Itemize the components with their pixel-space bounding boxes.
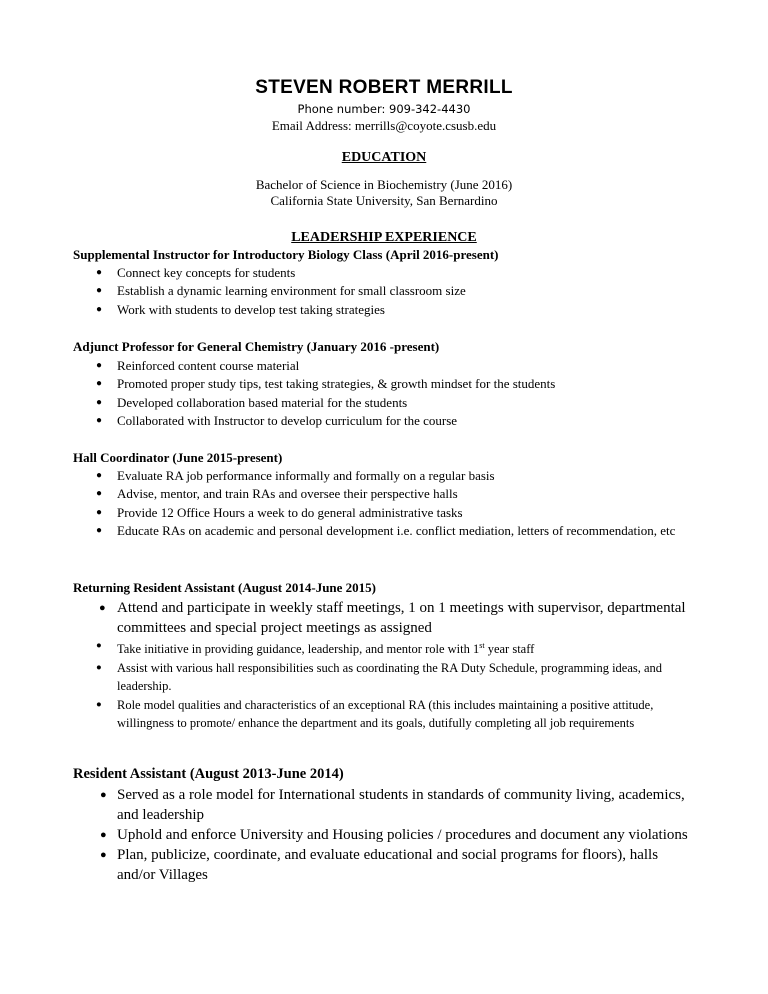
list-item: ● Reinforced content course material bbox=[0, 357, 697, 375]
job-bullets-adjunct-professor bbox=[0, 357, 697, 431]
job-bullets-returning-ra bbox=[0, 637, 697, 733]
list-item: ● Advise, mentor, and train RAs and oversee their perspective halls bbox=[0, 485, 697, 503]
list-item: ● Promoted proper study tips, test taking strategies, & growth mindset for the students bbox=[0, 375, 697, 393]
job-title-adjunct-professor: Adjunct Professor for General Chemistry (January 2016 -present) bbox=[73, 339, 440, 354]
phone-number: Phone number: 909-342-4430 bbox=[297, 102, 471, 116]
list-item: ● Establish a dynamic learning environment for small classroom size bbox=[0, 282, 697, 300]
job-bullets-hall-coordinator bbox=[0, 467, 697, 541]
education-degree: Bachelor of Science in Biochemistry (June 2016) bbox=[255, 177, 513, 192]
list-item: ● Uphold and enforce University and Housing policies / procedures and document any violations bbox=[0, 825, 697, 845]
list-item: ● Take initiative in providing guidance, leadership, and mentor role with 1st year staff bbox=[0, 637, 697, 659]
list-item: ● Role model qualities and characteristics of an exceptional RA (this includes maintaining a positive attitude, willingness to promote/ enhance the department and its goals, dutifully completing all job requirements bbox=[0, 696, 697, 733]
list-item: ● Provide 12 Office Hours a week to do general administrative tasks bbox=[0, 504, 697, 522]
list-item: ● Educate RAs on academic and personal development i.e. conflict mediation, letters of recommendation, etc bbox=[0, 522, 697, 540]
list-item: ● Assist with various hall responsibilities such as coordinating the RA Duty Schedule, programming ideas, and leadership. bbox=[0, 659, 697, 696]
job-title-hall-coordinator: Hall Coordinator (June 2015-present) bbox=[73, 450, 283, 465]
list-item: ● Work with students to develop test taking strategies bbox=[0, 301, 697, 319]
list-item: ● Served as a role model for International students in standards of community living, academics, and leadership bbox=[0, 785, 697, 825]
resume-name: STEVEN ROBERT MERRILL bbox=[255, 77, 513, 98]
job-title-resident-assistant: Resident Assistant (August 2013-June 2014) bbox=[73, 766, 344, 782]
education-heading: EDUCATION bbox=[341, 150, 427, 165]
list-item: ● Plan, publicize, coordinate, and evaluate educational and social programs for floors), halls and/or Villages bbox=[0, 845, 697, 885]
list-item: ● Evaluate RA job performance informally and formally on a regular basis bbox=[0, 467, 697, 485]
job-title-supplemental-instructor: Supplemental Instructor for Introductory Biology Class (April 2016-present) bbox=[73, 247, 499, 262]
job-title-returning-resident-assistant: Returning Resident Assistant (August 2014-June 2015) bbox=[73, 580, 376, 595]
list-item: ● Developed collaboration based material for the students bbox=[0, 394, 697, 412]
list-item: ● Collaborated with Instructor to develop curriculum for the course bbox=[0, 412, 697, 430]
job-bullets-returning-ra-large bbox=[0, 598, 697, 638]
job-bullets-resident-assistant bbox=[0, 785, 697, 885]
list-item: ● Connect key concepts for students bbox=[0, 264, 697, 282]
education-school: California State University, San Bernardino bbox=[270, 193, 498, 208]
email-address: Email Address: merrills@coyote.csusb.edu bbox=[271, 118, 497, 133]
leadership-heading: LEADERSHIP EXPERIENCE bbox=[291, 230, 477, 245]
job-bullets-supplemental-instructor bbox=[0, 264, 697, 319]
list-item: ● Attend and participate in weekly staff meetings, 1 on 1 meetings with supervisor, departmental committees and special project meetings as assigned bbox=[0, 598, 697, 638]
